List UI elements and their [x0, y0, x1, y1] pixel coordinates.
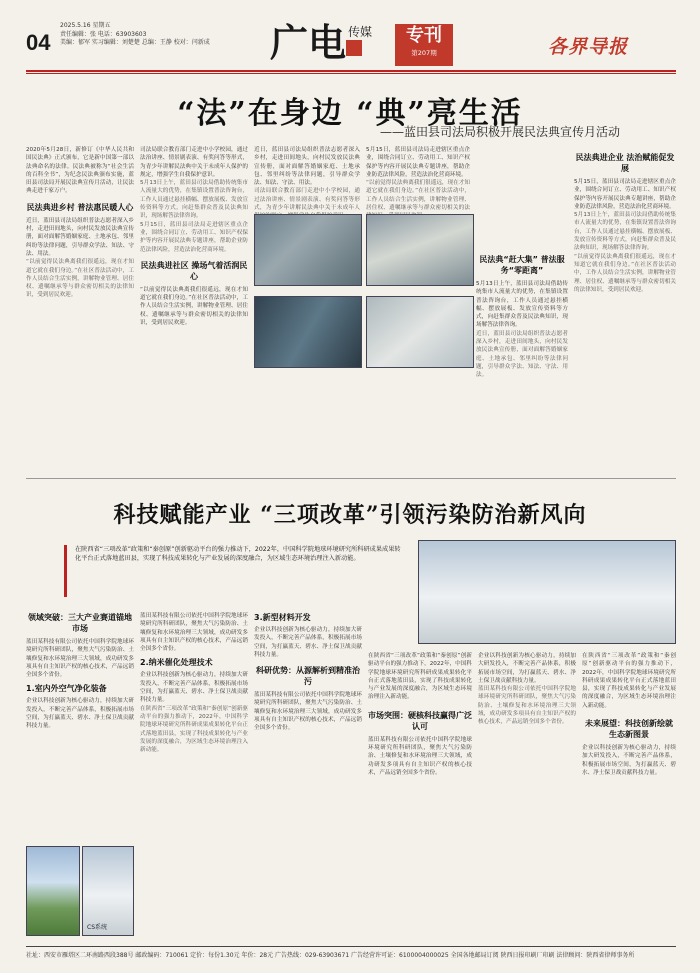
article2-body-5a: 企业以科技创新为核心驱动力，持续加大研发投入，不断完善产品体系，积极拓展市场空间，为打赢蓝天、碧水、净土保卫战贡献科技力量。 [478, 653, 576, 684]
system-device-photo [82, 846, 134, 936]
masthead-rule [26, 70, 676, 72]
article2-column-3 [254, 612, 362, 932]
article2-subhead-2: 1.室内外空气净化装备 [26, 684, 107, 694]
article1-column-6 [574, 146, 676, 468]
article1-body-3b: 司法局联合教育部门走进中小学校园，通过法治讲座、情景剧表演、有奖问答等形式，为青少年讲解民法典中关于未成年人 [254, 188, 360, 212]
article2-body-1: 蓝田某科技有限公司依托中国科学院地球环境研究所科研团队，聚焦大气污染防治、土壤修复和水环境治理三大领域，成功研发多项具有自主知识产权的核心技术，产品远销全国多个省份。 [26, 639, 134, 679]
article2-column-2 [140, 612, 248, 932]
article2-column-1 [26, 612, 134, 840]
footer-info: 社址：西安市雁塔区二环南路西段388号 邮政编码：710061 定价：每份1.30元 年价：28元 广告热线：029-63903671 广告经营许可证：6100004000025 全国各地邮局订阅 陕西日报印刷厂印刷 法律顾问：陕西省律师事务所 [26, 952, 635, 959]
article1-body-2a: 司法局联合教育部门走进中小学校园，通过法治讲座、情景剧表演、有奖问答等形式，为青少年讲解民法典中关于未成年人保护的规定，增强学生自我保护意识。 [140, 147, 248, 178]
special-issue-badge [395, 24, 453, 66]
event-photo-4 [366, 296, 474, 368]
date-line [60, 22, 230, 48]
article2-subhead-6: 市场突围：硬核科技赢得广泛认可 [368, 710, 472, 731]
article2-subhead-4: 3.新型材料开发 [254, 613, 311, 622]
editor-line: 责任编辑：张 电话：63903603 [60, 30, 147, 38]
logo-sub-text: 传媒 [348, 25, 373, 39]
article1-body-2c: 5月15日，蓝田县司法局走进辖区重点企业，围绕合同订立、劳动用工、知识产权保护等内容开展民法典专题讲座，帮助企业防范法律风险，营造法治化营商环境。 [140, 221, 248, 253]
staff-line: 美编：郁军 实习编辑：刘楚楚 总编：王静 校对：闫新成 [60, 39, 210, 46]
event-photo-3 [254, 296, 362, 368]
article1-body-2: “以前觉得民法典离我们很遥远，现在才知道它就在我们身边。”在社区普法活动中，工作人员结合生活实例，讲解物业管理、居住权、遗嘱继承等与群众密切相关的法律知识，受到居民欢迎。 [140, 286, 248, 327]
system-photo-label: CS系统 [87, 924, 107, 931]
article2-body-4a: 在陕西省“三项改革”政策和“秦创原”创新驱动平台的强力推动下，2022年，中国科学院地球环境研究所科研成果成果转化平台正式落地蓝田县，实现了科技成果转化与产业发展的深度融合，为区域生态环境治理注入新动能。 [368, 653, 472, 701]
masthead-rule-thin [26, 73, 676, 74]
article1-body-4: 5月13日上午，蓝田县司法局借助传统集市人流量大的优势，在集镇设置普法咨询台，工作人员通过悬挂横幅、摆放展板、发放宣传资料等方式，向赶集群众普及民法典知识，现场解答法律咨询。 [476, 281, 568, 329]
article1-column-5 [476, 146, 568, 468]
article2-subhead-5: 科研优势：从源解析到精准治污 [256, 666, 360, 687]
article2-column-6 [582, 652, 676, 932]
article1-body-4a: 5月15日，蓝田县司法局走进辖区重点企业，围绕合同订立、劳动用工、知识产权保护等内容开展民法典专题讲座，帮助企业防范法律风险，营造法治化营商环境。 [366, 147, 470, 178]
logo-main-text: 广电 [270, 20, 347, 65]
article2-body-2b: 企业以科技创新为核心驱动力，持续加大研发投入，不断完善产品体系，积极拓展市场空间，为打赢蓝天、碧水、净土保卫战贡献科技力量。 [140, 672, 248, 704]
article1-body-3a: 近日，蓝田县司法局组织普法志愿者深入乡村，走进田间地头，向村民发放民法典宣传册，面对面解答婚姻家庭、土地承包、邻里纠纷等法律问题，引导群众学法、知法、守法、用法。 [254, 147, 360, 187]
article2-lead: 在陕西省“三项改革”政策和“秦创原”创新驱动平台的强力推动下，2022年，中国科学院地球环境研究所科研成果成果转化平台正式落地蓝田县，实现了科技成果转化与产业发展的深度融合，为区域生态环境治理注入新动能。 [64, 545, 404, 597]
article1-body-4b: “以前觉得民法典离我们很遥远，现在才知道它就在我们身边。”在社区普法活动中，工作人员结合生活实例，讲解物业管理、居住权、遗嘱继承等与群众密切相关的法 [366, 180, 470, 212]
newspaper-logo [268, 14, 378, 68]
article2-headline: 科技赋能产业 “三项改革”引领污染防治新风向 [113, 502, 587, 528]
article2-column-5 [478, 652, 576, 932]
article2-subhead-1: 领域突破：三大产业赛道锚地市场 [28, 613, 132, 633]
article2-subhead-3: 2.纳米催化处理技术 [140, 658, 213, 668]
article2-body-5b: 蓝田某科技有限公司依托中国科学院地球环境研究所科研团队，聚焦大气污染防治、土壤修复和水环境治理三大领域，成功研发多项具有自主知识产权的核心技术，产品远销全国多个省份。 [478, 686, 576, 726]
article1-body-1: 近日，蓝田县司法局组织普法志愿者深入乡村，走进田间地头，向村民发放民法典宣传册，面对面解答婚姻家庭、土地承包、邻里纠纷等法律问题，引导群众学法、知法、守法、用法。 [26, 217, 134, 257]
section-title: 各界导报 [548, 36, 629, 58]
article1-column-1 [26, 146, 134, 468]
article1-subhead-2: 民法典进社区 操场气着活润民心 [140, 260, 248, 281]
article1-body-6b: “以前觉得民法典离我们很遥远，现在才知道它就在我们身边。”在社区普法活动中，工作人员结合生活实例，讲解物业管理、居住权、遗嘱继承等与群众密切相关的法律知识，受到居民欢迎。 [574, 253, 676, 293]
article2-body-6b: 企业以科技创新为核心驱动力，持续加大研发投入，不断完善产品体系，积极拓展市场空间，为打赢蓝天、碧水、净土保卫战贡献科技力量。 [582, 745, 676, 776]
article2-body-2c: 在陕西省“三项改革”政策和“秦创原”创新驱动平台的强力推动下，2022年，中国科学院地球环境研究所科研成果成果转化平台正式落地蓝田县，实现了科技成果转化与产业发展的深度融合，为区域生态环境治理注入新动能。 [140, 705, 248, 754]
event-photo-1 [254, 214, 362, 286]
logo-seal-icon [346, 40, 362, 56]
article1-subhead-1: 民法典进乡村 普法惠民暖人心 [26, 202, 134, 212]
outdoor-device-photo [26, 846, 80, 936]
lab-photo [418, 540, 676, 644]
event-photo-2 [366, 214, 474, 286]
article1-body-2b: 5月13日上午，蓝田县司法局借助传统集市人流量大的优势，在集镇设置普法咨询台，工作人员通过悬挂横幅、摆放展板、发放宣传资料等方式，向赶集群众普及民法典知识，现场解答法律咨询。 [140, 180, 248, 220]
section-divider [26, 478, 676, 479]
issue-date: 2025.5.16 星期五 [60, 22, 111, 29]
article1-body-5: 5月15日，蓝田县司法局走进辖区重点企业，围绕合同订立、劳动用工、知识产权保护等内容开展民法典专题讲座，帮助企业防范法律风险，营造法治化营商环境。 [574, 179, 676, 210]
article2-body-3a: 企业以科技创新为核心驱动力，持续加大研发投入，不断完善产品体系，积极拓展市场空间，为打赢蓝天、碧水、净土保卫战贡献科技力量。 [254, 627, 362, 658]
article2-body-1b: 企业以科技创新为核心驱动力，持续加大研发投入，不断完善产品体系，积极拓展市场空间，为打赢蓝天、碧水、净土保卫战贡献科技力量。 [26, 698, 134, 730]
article1-headline: “法”在身边 “典”亮生活 [177, 96, 523, 131]
article2-body-3b: 蓝田某科技有限公司依托中国科学院地球环境研究所科研团队，聚焦大气污染防治、土壤修复和水环境治理三大领域，成功研发多项具有自主知识产权的核心技术，产品远销全国多个省份。 [254, 692, 362, 732]
article1-body-6a: 5月13日上午，蓝田县司法局借助传统集市人流量大的优势，在集镇设置普法咨询台，工作人员通过悬挂横幅、摆放展板、发放宣传资料等方式，向赶集群众普及民法典知识，现场解答法律咨询。 [574, 212, 676, 252]
article1-subtitle: ——蓝田县司法局积极开展民法典宣传月活动 [379, 125, 620, 139]
issue-label: 第207期 [411, 49, 437, 57]
article1-body-1-cont: “以前觉得民法典离我们很遥远，现在才知道它就在我们身边。”在社区普法活动中，工作人员结合生活实例，讲解物业管理、居住权、遗嘱继承等与群众密切相关的法律知识，受到居民欢迎。 [26, 259, 134, 299]
article1-intro: 2020年5月28日，新修订《中华人民共和国民法典》正式颁布，它是新中国第一部以法典命名的法律。民法典被称为“社会生活的百科全书”，为纪念民法典颁布实施，蓝田县司法局开展民法典宣传月活动，让民法典走进千家万户。 [26, 147, 134, 195]
article2-body-6a: 在陕西省“三项改革”政策和“秦创原”创新驱动平台的强力推动下，2022年，中国科学院地球环境研究所科研成果成果转化平台正式落地蓝田县，实现了科技成果转化与产业发展的深度融合，为区域生态环境治理注入新动能。 [582, 653, 676, 709]
article2-subhead-7: 未来展望：科技创新绘就生态新图景 [585, 719, 673, 740]
article1-subhead-4: 民法典“赶大集” 普法服务“零距离” [479, 255, 565, 275]
article2-column-4 [368, 652, 472, 932]
page-number: 04 [26, 30, 51, 55]
footer-rule [26, 946, 676, 947]
article2-body-2a: 蓝田某科技有限公司依托中国科学院地球环境研究所科研团队，聚焦大气污染防治、土壤修复和水环境治理三大领域，成功研发多项具有自主知识产权的核心技术，产品远销全国多个省份。 [140, 613, 248, 653]
article1-subhead-5: 民法典进企业 法治赋能促发展 [575, 153, 675, 173]
article1-body-5a: 近日，蓝田县司法局组织普法志愿者深入乡村，走进田间地头，向村民发放民法典宣传册，面对面解答婚姻家庭、土地承包、邻里纠纷等法律问题，引导群众学法、知法、守法、用法。 [476, 330, 568, 379]
special-label: 专刊 [406, 25, 442, 46]
article1-column-2 [140, 146, 248, 468]
article2-body-4b: 蓝田某科技有限公司依托中国科学院地球环境研究所科研团队，聚焦大气污染防治、土壤修复和水环境治理三大领域，成功研发多项具有自主知识产权的核心技术，产品远销全国多个省份。 [368, 736, 472, 776]
